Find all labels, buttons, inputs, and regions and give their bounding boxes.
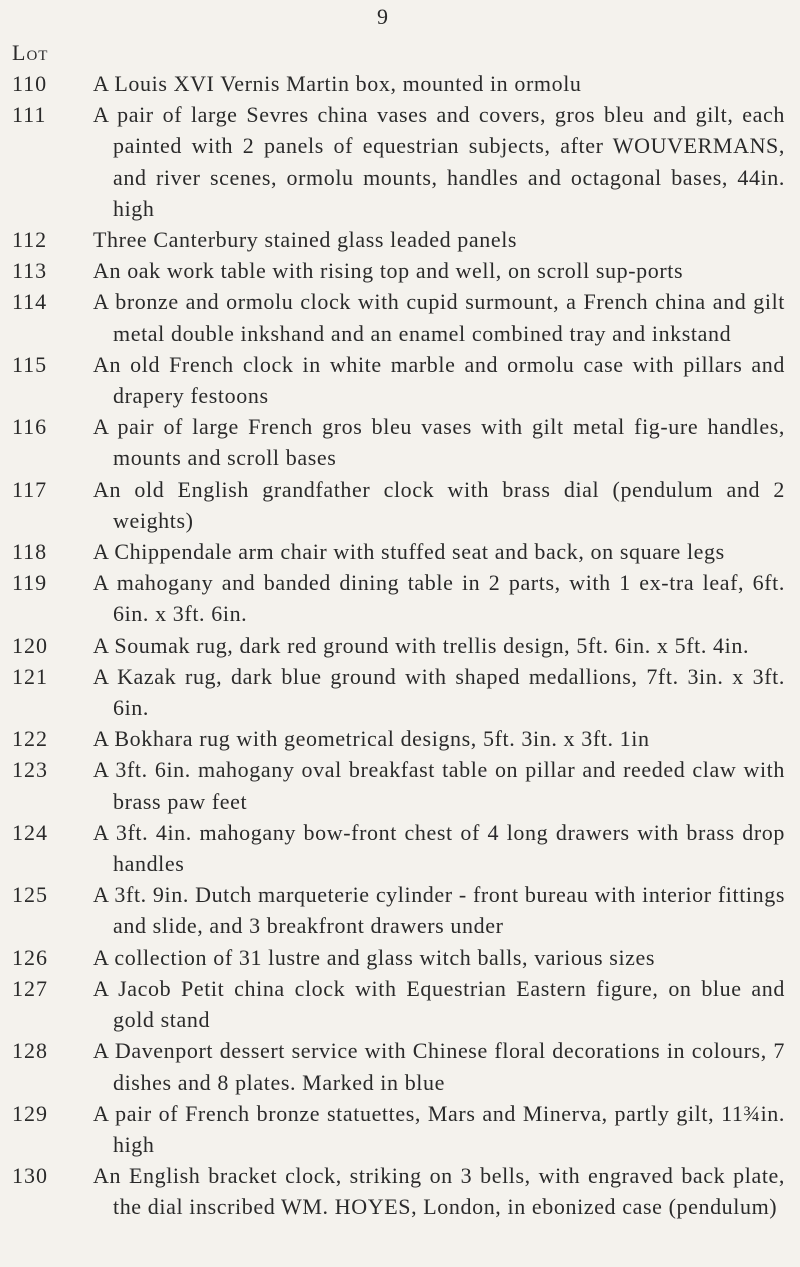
lot-description: A mahogany and banded dining table in 2 parts, with 1 ex-tra leaf, 6ft. 6in. x 3ft. 6in. <box>93 570 785 627</box>
lot-description: An oak work table with rising top and well, on scroll sup-ports <box>93 258 684 284</box>
lot-description: A pair of large Sevres china vases and covers, gros bleu and gilt, each painted with 2 panels of equestrian subjects, after WOUVERMANS, and river scenes, ormolu mounts, handles and octagonal bases, 44in. high <box>93 102 785 221</box>
lot-description: An old French clock in white marble and ormolu case with pillars and drapery festoons <box>93 351 785 409</box>
lot-entry <box>0 942 800 973</box>
lot-number: 126 <box>12 944 48 970</box>
lot-entry <box>0 68 800 99</box>
lot-list <box>0 68 800 1223</box>
lot-entry <box>0 255 800 286</box>
lot-entry <box>0 99 800 224</box>
lot-number: 110 <box>12 71 48 96</box>
lot-number: 129 <box>12 1100 48 1126</box>
lot-number: 113 <box>12 258 48 284</box>
lot-number: 124 <box>12 819 48 845</box>
lot-number: 127 <box>12 975 48 1001</box>
lot-description: A pair of French bronze statuettes, Mars and Minerva, partly gilt, 11¾in. high <box>93 1100 785 1157</box>
lot-number: 130 <box>12 1163 48 1189</box>
lot-number: 128 <box>12 1038 48 1064</box>
lot-entry <box>0 1098 800 1160</box>
lot-entry <box>0 817 800 879</box>
lot-description: A collection of 31 lustre and glass witch balls, various sizes <box>93 944 656 970</box>
lot-column-header: Lot <box>12 40 49 65</box>
lot-description: A 3ft. 6in. mahogany oval breakfast table on pillar and reeded claw with brass paw feet <box>93 757 785 814</box>
lot-description: A Jacob Petit china clock with Equestrian Eastern figure, on blue and gold stand <box>93 975 785 1033</box>
lot-number: 121 <box>12 663 48 689</box>
lot-number: 116 <box>12 414 48 440</box>
lot-number: 114 <box>12 289 48 315</box>
lot-number: 112 <box>12 227 48 253</box>
lot-entry <box>0 630 800 661</box>
lot-entry <box>0 1160 800 1222</box>
lot-number: 115 <box>12 351 48 377</box>
lot-description: A Soumak rug, dark red ground with trellis design, 5ft. 6in. x 5ft. 4in. <box>93 632 750 658</box>
lot-entry <box>0 754 800 816</box>
lot-entry <box>0 411 800 473</box>
lot-description: A 3ft. 9in. Dutch marqueterie cylinder - front bureau with interior fittings and slide, and 3 breakfront drawers under <box>93 882 785 939</box>
lot-description: A bronze and ormolu clock with cupid surmount, a French china and gilt metal double inkshand and an enamel combined tray and inkstand <box>93 289 785 346</box>
lot-description: An old English grandfather clock with brass dial (pendulum and 2 weights) <box>93 476 785 533</box>
lot-number: 123 <box>12 757 48 783</box>
lot-description: A Chippendale arm chair with stuffed seat and back, on square legs <box>93 539 725 565</box>
page-number: 9 <box>377 4 389 29</box>
lot-description: A Bokhara rug with geometrical designs, 5ft. 3in. x 3ft. 1in <box>93 726 650 752</box>
lot-number: 125 <box>12 882 48 908</box>
lot-description: Three Canterbury stained glass leaded panels <box>93 227 518 253</box>
lot-entry <box>0 973 800 1035</box>
lot-entry <box>0 474 800 536</box>
lot-entry <box>0 536 800 567</box>
lot-entry <box>0 224 800 255</box>
lot-entry <box>0 567 800 629</box>
lot-entry <box>0 349 800 411</box>
lot-entry <box>0 286 800 348</box>
lot-number: 111 <box>12 102 47 128</box>
lot-entry <box>0 879 800 941</box>
lot-number: 117 <box>12 476 48 502</box>
lot-description: A 3ft. 4in. mahogany bow-front chest of 4 long drawers with brass drop handles <box>93 819 785 877</box>
lot-description: A Davenport dessert service with Chinese floral decorations in colours, 7 dishes and 8 plates. Marked in blue <box>93 1038 785 1095</box>
lot-number: 119 <box>12 570 48 596</box>
lot-entry <box>0 1035 800 1097</box>
lot-description: A Louis XVI Vernis Martin box, mounted in ormolu <box>93 71 582 96</box>
lot-entry <box>0 661 800 723</box>
lot-number: 120 <box>12 632 48 658</box>
lot-description: A Kazak rug, dark blue ground with shaped medallions, 7ft. 3in. x 3ft. 6in. <box>93 663 785 721</box>
lot-description: An English bracket clock, striking on 3 bells, with engraved back plate, the dial inscribed WM. HOYES, London, in ebonized case (pendulum) <box>93 1163 785 1220</box>
lot-number: 122 <box>12 726 48 752</box>
lot-description: A pair of large French gros bleu vases with gilt metal fig-ure handles, mounts and scroll bases <box>93 414 785 471</box>
lot-number: 118 <box>12 539 48 565</box>
lot-entry <box>0 723 800 754</box>
